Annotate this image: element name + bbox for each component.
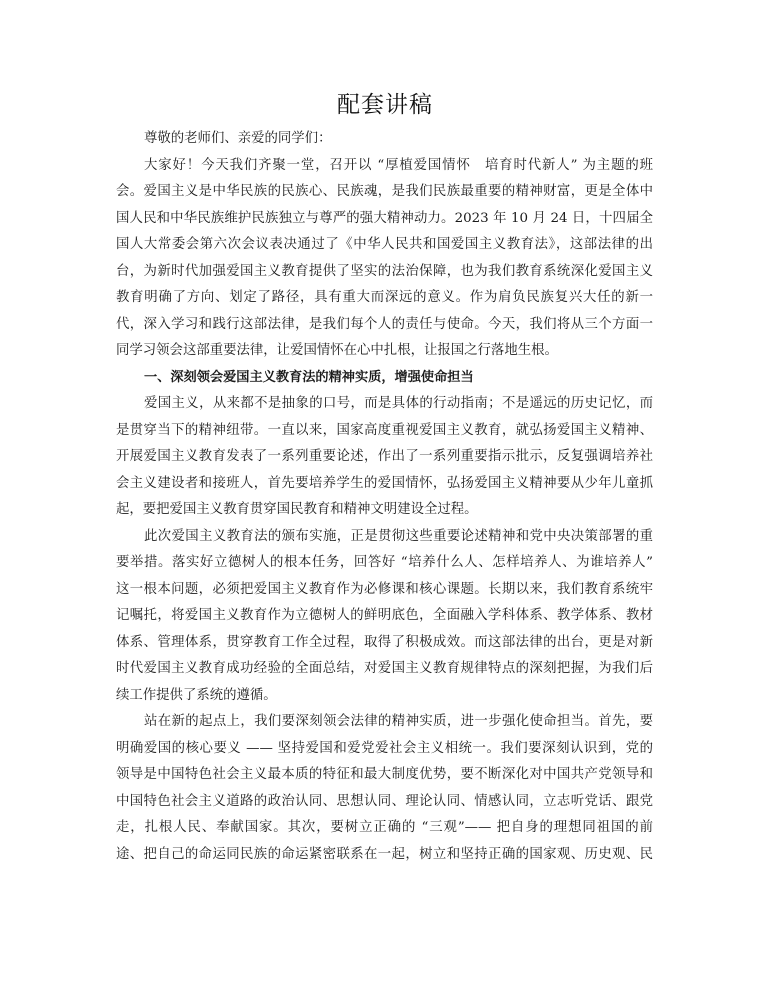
paragraph-line: 领导是中国特色社会主义最本质的特征和最大制度优势，要不断深化对中国共产党领导和 xyxy=(116,767,653,782)
paragraph-line: 这一根本问题，必须把爱国主义教育作为必修课和核心课题。长期以来，我们教育系统牢 xyxy=(116,581,653,597)
paragraph-line: 要举措。落实好立德树人的根本任务，回答好 “培养什么人、怎样培养人、为谁培养人” xyxy=(116,555,653,570)
paragraph-line: 大家好！今天我们齐聚一堂，召开以 “厚植爱国情怀 培育时代新人” 为主题的班 xyxy=(144,157,653,173)
paragraph-line: 会。爱国主义是中华民族的民族心、民族魂，是我们民族最重要的精神财富，更是全体中 xyxy=(116,184,653,199)
salutation-line: 尊敬的老师们、亲爱的同学们： xyxy=(144,131,332,146)
paragraph-line: 同学习领会这部重要法律，让爱国情怀在心中扎根，让报国之行落地生根。 xyxy=(116,343,558,358)
paragraph-line: 会主义建设者和接班人，首先要培养学生的爱国情怀，弘扬爱国主义精神要从少年儿童抓 xyxy=(116,475,653,491)
paragraph-line: 此次爱国主义教育法的颁布实施，正是贯彻这些重要论述精神和党中央决策部署的重 xyxy=(144,528,653,544)
paragraph-line: 台，为新时代加强爱国主义教育提供了坚实的法治保障，也为我们教育系统深化爱国主义 xyxy=(116,263,653,279)
paragraph-line: 国人民和中华民族维护民族独立与尊严的强大精神动力。2023 年 10 月 24 日，十四届全 xyxy=(116,210,653,226)
paragraph-line: 起，要把爱国主义教育贯穿国民教育和精神文明建设全过程。 xyxy=(116,502,478,517)
paragraph-line: 体系、管理体系，贯穿教育工作全过程，取得了积极成效。而这部法律的出台，更是对新 xyxy=(116,634,653,650)
paragraph-line: 走，扎根人民、奉献国家。其次，要树立正确的 “三观”—— 把自身的理想同祖国的前 xyxy=(116,820,653,835)
paragraph-line: 中国特色社会主义道路的政治认同、思想认同、理论认同、情感认同，立志听党话、跟党 xyxy=(116,793,653,809)
paragraph-line: 明确爱国的核心要义 —— 坚持爱国和爱党爱社会主义相统一。我们要深刻认识到，党的 xyxy=(116,740,653,756)
paragraph-line: 站在新的起点上，我们要深刻领会法律的精神实质，进一步强化使命担当。首先，要 xyxy=(144,714,653,729)
paragraph-line: 时代爱国主义教育成功经验的全面总结，对爱国主义教育规律特点的深刻把握，为我们后 xyxy=(116,661,653,676)
paragraph-line: 国人大常委会第六次会议表决通过了《中华人民共和国爱国主义教育法》，这部法律的出 xyxy=(116,237,653,252)
paragraph-line: 代，深入学习和践行这部法律，是我们每个人的责任与使命。今天，我们将从三个方面一 xyxy=(116,316,653,332)
paragraph-line: 途、把自己的命运同民族的命运紧密联系在一起，树立和坚持正确的国家观、历史观、民 xyxy=(116,846,653,862)
paragraph-line: 是贯穿当下的精神纽带。一直以来，国家高度重视爱国主义教育，就弘扬爱国主义精神、 xyxy=(116,422,653,438)
paragraph-line: 记嘱托，将爱国主义教育作为立德树人的鲜明底色，全面融入学科体系、教学体系、教材 xyxy=(116,608,653,623)
paragraph-line: 续工作提供了系统的遵循。 xyxy=(116,687,277,703)
document-body xyxy=(116,126,653,868)
paragraph-line: 爱国主义，从来都不是抽象的口号，而是具体的行动指南；不是遥远的历史记忆，而 xyxy=(144,396,653,411)
paragraph-line: 教育明确了方向、划定了路径，具有重大而深远的意义。作为肩负民族复兴大任的新一 xyxy=(116,290,653,305)
section-heading: 一、深刻领会爱国主义教育法的精神实质，增强使命担当 xyxy=(144,369,474,385)
paragraph-line: 开展爱国主义教育发表了一系列重要论述，作出了一系列重要指示批示，反复强调培养社 xyxy=(116,449,653,464)
page-title: 配套讲稿 xyxy=(337,92,433,118)
